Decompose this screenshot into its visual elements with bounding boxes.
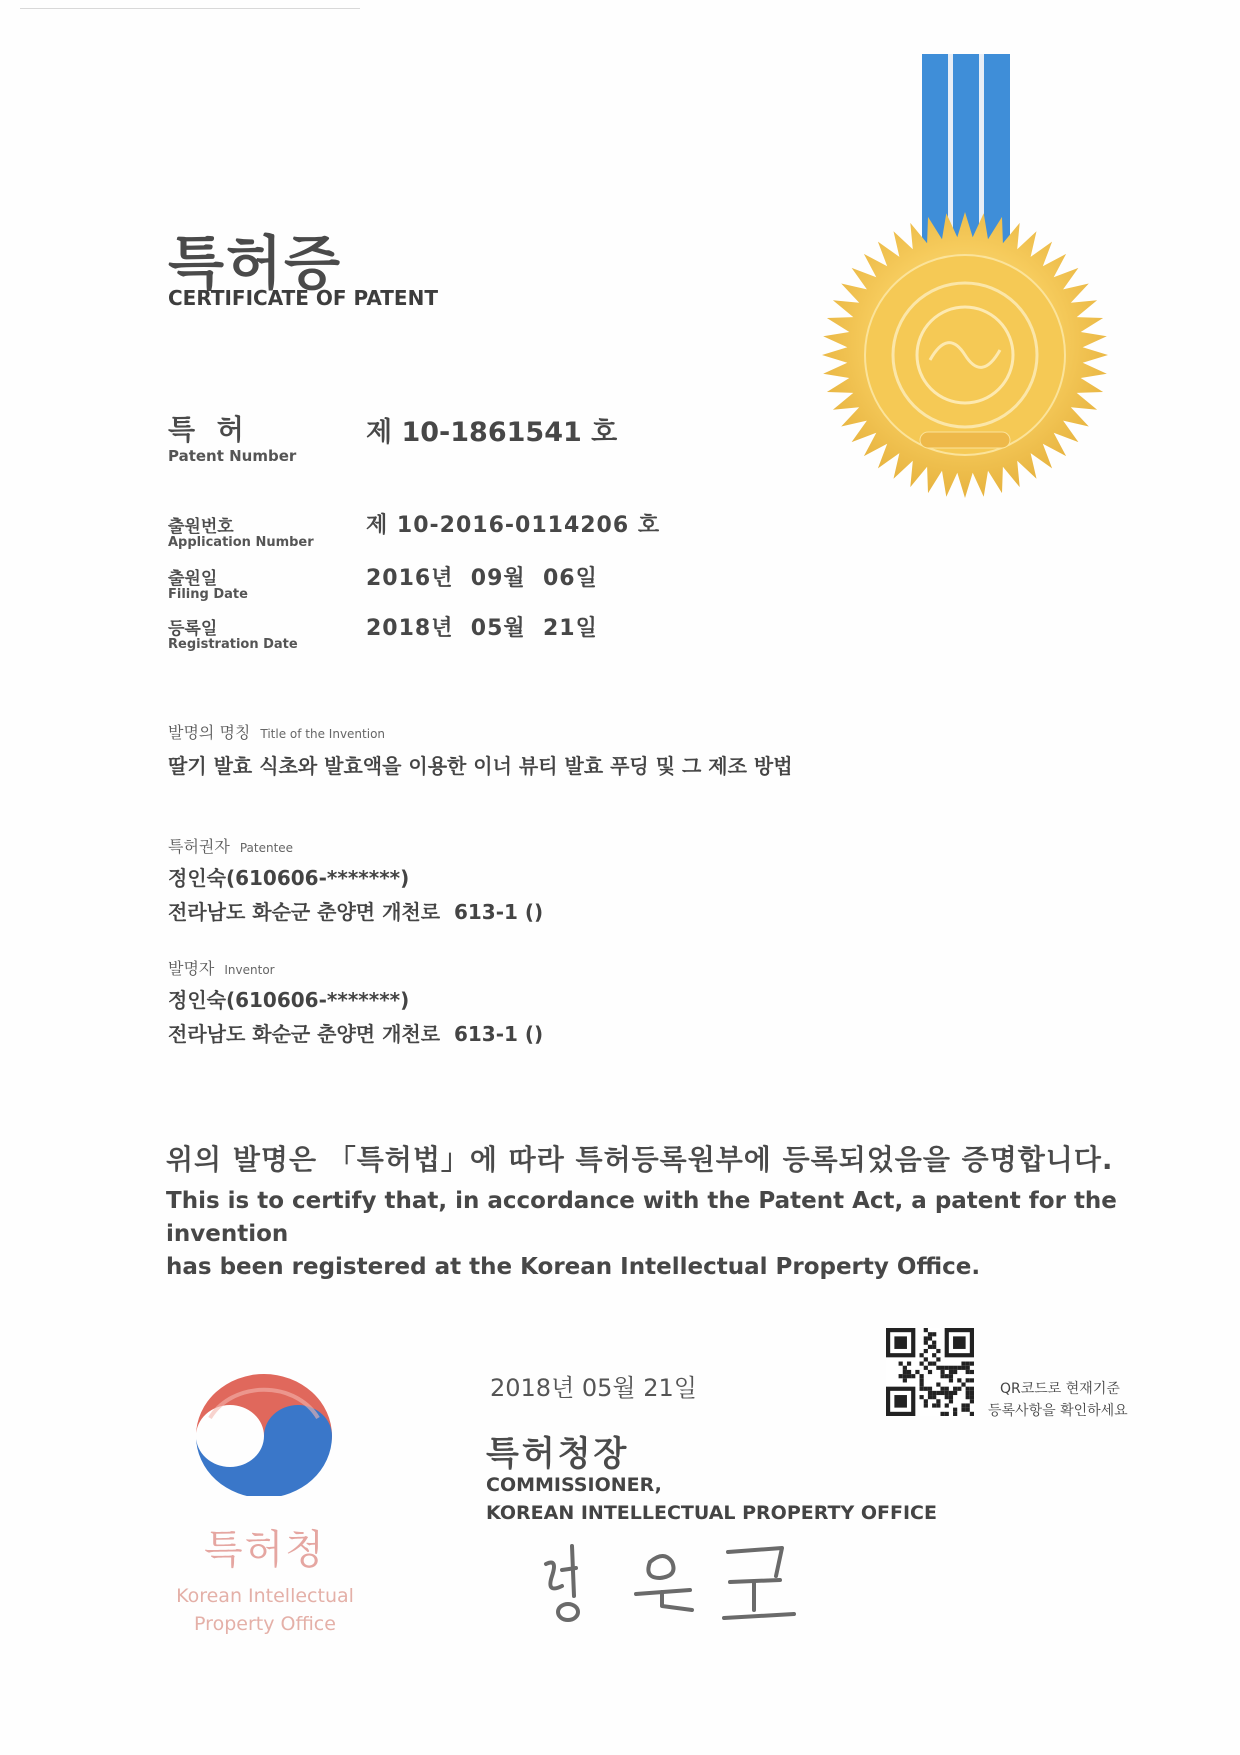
issue-date: 2018년 05월 21일	[490, 1374, 697, 1402]
patent-number-value: 제 10-1861541 호	[366, 417, 618, 448]
registration-date-value: 2018년 05월 21일	[366, 616, 598, 641]
inventor-address: 전라남도 화순군 춘양면 개천로 613-1 ()	[168, 1022, 544, 1046]
qr-instruction-line1: QR코드로 현재기준	[1000, 1381, 1120, 1397]
inventor-label-en: Inventor	[224, 963, 275, 977]
signature-icon	[532, 1536, 802, 1628]
invention-title-label	[168, 720, 385, 743]
patentee-name: 정인숙(610606-*******)	[168, 866, 410, 890]
page-subtitle: CERTIFICATE OF PATENT	[168, 286, 438, 310]
page-title: 특허증	[168, 229, 343, 297]
commissioner-title-ko: 특허청장	[486, 1434, 630, 1474]
filing-date-label: 출원일	[168, 569, 218, 589]
certification-statement-en-line2: has been registered at the Korean Intellectual Property Office.	[166, 1254, 981, 1280]
office-name-ko: 특허청	[204, 1527, 326, 1573]
inventor-label-ko: 발명자	[168, 959, 215, 978]
invention-title-label-en: Title of the Invention	[260, 727, 386, 741]
inventor-label	[168, 956, 275, 979]
filing-date-label-en: Filing Date	[168, 587, 248, 602]
inventor-name: 정인숙(610606-*******)	[168, 988, 410, 1012]
application-number-label-en: Application Number	[168, 535, 314, 550]
patent-number-label: 특 허	[168, 413, 250, 446]
qr-instruction-line2: 등록사항을 확인하세요	[988, 1403, 1128, 1419]
patentee-label-en: Patentee	[239, 841, 294, 855]
patentee-label-ko: 특허권자	[168, 837, 230, 856]
application-number-label: 출원번호	[168, 517, 234, 537]
registration-date-label: 등록일	[168, 619, 218, 639]
filing-date-value: 2016년 09월 06일	[366, 566, 598, 591]
scan-edge-line	[20, 8, 360, 9]
office-name-en	[150, 1582, 380, 1638]
patentee-label	[168, 834, 293, 857]
office-name-en-line2: Property Office	[194, 1613, 336, 1635]
commissioner-title-en-line1: COMMISSIONER,	[486, 1474, 662, 1496]
patentee-address: 전라남도 화순군 춘양면 개천로 613-1 ()	[168, 900, 544, 924]
taegeuk-logo-icon	[190, 1366, 338, 1496]
certification-statement-en-line1: This is to certify that, in accordance with the Patent Act, a patent for the invention	[166, 1188, 1117, 1247]
registration-date-label-en: Registration Date	[168, 637, 298, 652]
certification-statement-ko: 위의 발명은 「특허법」에 따라 특허등록원부에 등록되었음을 증명합니다.	[166, 1143, 1114, 1176]
commissioner-title-en-line2: KOREAN INTELLECTUAL PROPERTY OFFICE	[486, 1502, 937, 1524]
invention-title: 딸기 발효 식초와 발효액을 이용한 이너 뷰티 발효 푸딩 및 그 제조 방법	[168, 754, 793, 778]
certification-statement-en	[166, 1185, 1166, 1284]
application-number-value: 제 10-2016-0114206 호	[366, 513, 661, 538]
invention-title-label-ko: 발명의 명칭	[168, 723, 251, 742]
office-name-en-line1: Korean Intellectual	[176, 1585, 354, 1607]
gold-seal-icon	[820, 210, 1110, 500]
qr-code-icon[interactable]	[886, 1328, 974, 1416]
patent-number-label-en: Patent Number	[168, 447, 297, 465]
